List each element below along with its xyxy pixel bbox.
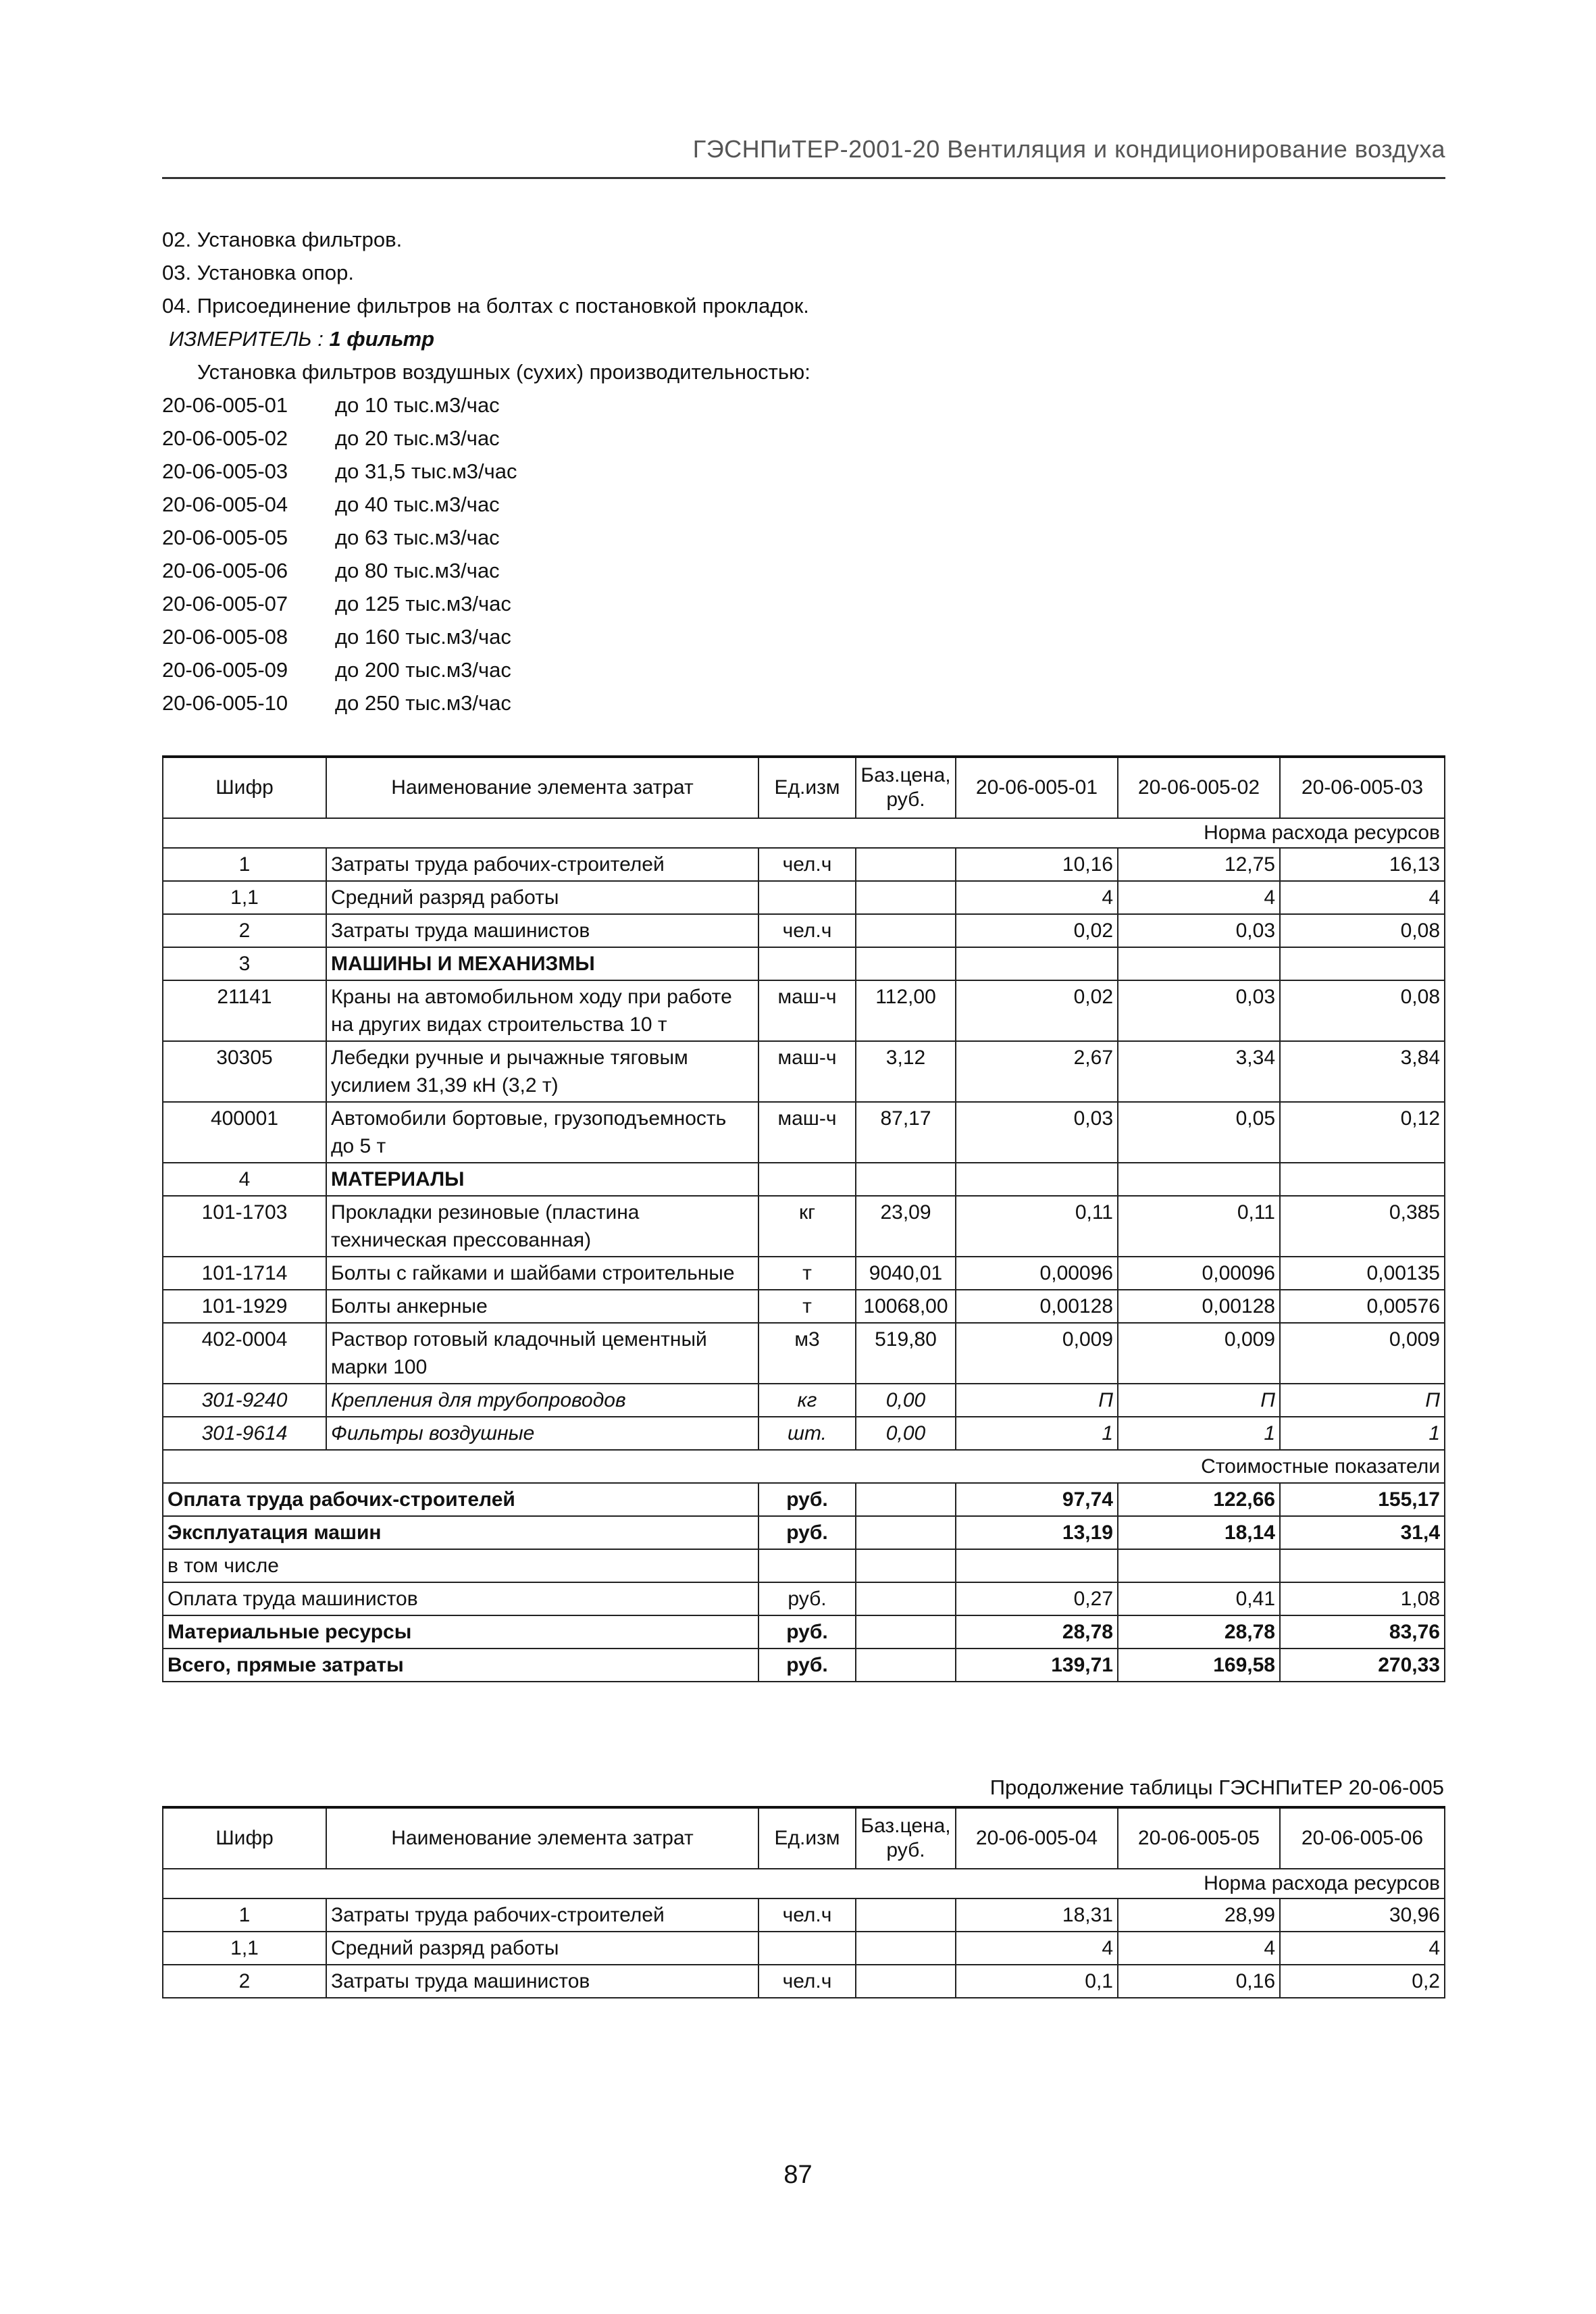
cell-name: Затраты труда машинистов	[326, 1965, 758, 1998]
norm-title: Установка фильтров воздушных (сухих) производительностью:	[197, 360, 810, 384]
cell-empty	[758, 1163, 856, 1196]
cost-unit: руб.	[758, 1582, 856, 1615]
cell-price	[856, 1932, 956, 1965]
cell-name: Прокладки резиновые (пластина техническая прессованная)	[326, 1196, 758, 1257]
cell-value-1: 0,02	[956, 914, 1118, 947]
cost-name: в том числе	[163, 1549, 758, 1582]
cell-value-3: 30,96	[1280, 1898, 1445, 1932]
cost-name: Материальные ресурсы	[163, 1615, 758, 1649]
variant-text: до 160 тыс.м3/час	[335, 625, 511, 649]
table-row	[163, 1323, 1445, 1384]
variant-text: до 250 тыс.м3/час	[335, 691, 511, 715]
col-header-unit: Ед.изм	[758, 1807, 856, 1869]
cell-code: 402-0004	[163, 1323, 326, 1384]
variant-text: до 10 тыс.м3/час	[335, 393, 500, 417]
cell-unit: кг	[758, 1196, 856, 1257]
cost-value-3: 1,08	[1280, 1582, 1445, 1615]
cost-value-2: 169,58	[1118, 1649, 1280, 1682]
cell-code: 101-1703	[163, 1196, 326, 1257]
cell-empty	[1280, 1163, 1445, 1196]
cell-value-3: 0,2	[1280, 1965, 1445, 1998]
cost-price	[856, 1516, 956, 1549]
variant-text: до 20 тыс.м3/час	[335, 426, 500, 450]
col-header-name: Наименование элемента затрат	[326, 1807, 758, 1869]
cell-value-1: 18,31	[956, 1898, 1118, 1932]
cell-value-2: 0,00128	[1118, 1290, 1280, 1323]
cell-name: Фильтры воздушные	[326, 1417, 758, 1450]
cell-value-3: 0,00576	[1280, 1290, 1445, 1323]
cell-value-2: П	[1118, 1384, 1280, 1417]
norm-table-1	[162, 755, 1445, 1682]
table-row	[163, 980, 1445, 1041]
variant-item	[162, 620, 1445, 653]
cell-value-3: 1	[1280, 1417, 1445, 1450]
cell-code: 4	[163, 1163, 326, 1196]
cell-value-3: 0,08	[1280, 980, 1445, 1041]
variant-list	[162, 388, 1445, 720]
cell-empty	[956, 947, 1118, 980]
cost-name: Эксплуатация машин	[163, 1516, 758, 1549]
cell-value-1: П	[956, 1384, 1118, 1417]
col-header-unit: Ед.изм	[758, 757, 856, 818]
cost-value-2: 18,14	[1118, 1516, 1280, 1549]
variant-code: 20-06-005-01	[162, 393, 288, 417]
cell-price	[856, 881, 956, 914]
cell-unit	[758, 881, 856, 914]
cell-code: 3	[163, 947, 326, 980]
cell-value-1: 10,16	[956, 848, 1118, 881]
cell-value-3: 4	[1280, 1932, 1445, 1965]
cost-value-1: 13,19	[956, 1516, 1118, 1549]
cell-value-3: П	[1280, 1384, 1445, 1417]
cost-value-2: 122,66	[1118, 1483, 1280, 1516]
cell-value-2: 0,03	[1118, 980, 1280, 1041]
cell-price: 519,80	[856, 1323, 956, 1384]
cell-name: Болты с гайками и шайбами строительные	[326, 1257, 758, 1290]
cost-value-1: 28,78	[956, 1615, 1118, 1649]
cost-unit: руб.	[758, 1483, 856, 1516]
cell-value-3: 0,00135	[1280, 1257, 1445, 1290]
cost-price	[856, 1615, 956, 1649]
cell-empty	[1280, 947, 1445, 980]
cell-name: Болты анкерные	[326, 1290, 758, 1323]
cell-unit	[758, 1932, 856, 1965]
cell-price	[856, 848, 956, 881]
variant-text: до 31,5 тыс.м3/час	[335, 459, 517, 483]
cell-code: 30305	[163, 1041, 326, 1102]
cell-value-2: 28,99	[1118, 1898, 1280, 1932]
section-title: МАТЕРИАЛЫ	[326, 1163, 758, 1196]
cell-value-1: 2,67	[956, 1041, 1118, 1102]
cell-code: 1	[163, 1898, 326, 1932]
variant-item	[162, 521, 1445, 554]
variant-text: до 200 тыс.м3/час	[335, 658, 511, 682]
cost-label-row	[163, 1450, 1445, 1483]
measure-value: 1 фильтр	[329, 327, 435, 351]
cell-value-1: 0,1	[956, 1965, 1118, 1998]
cost-value-2	[1118, 1549, 1280, 1582]
step-item: 04. Присоединение фильтров на болтах с постановкой прокладок.	[162, 294, 809, 318]
cost-row	[163, 1549, 1445, 1582]
cost-value-2: 28,78	[1118, 1615, 1280, 1649]
cost-label: Стоимостные показатели	[163, 1450, 1445, 1483]
cost-unit: руб.	[758, 1649, 856, 1682]
cost-price	[856, 1649, 956, 1682]
cell-unit: чел.ч	[758, 914, 856, 947]
cost-value-1: 139,71	[956, 1649, 1118, 1682]
cell-code: 2	[163, 1965, 326, 1998]
cell-code: 101-1929	[163, 1290, 326, 1323]
cell-code: 1,1	[163, 1932, 326, 1965]
cell-value-3: 4	[1280, 881, 1445, 914]
cell-value-2: 0,05	[1118, 1102, 1280, 1163]
variant-text: до 40 тыс.м3/час	[335, 493, 500, 516]
cell-unit: м3	[758, 1323, 856, 1384]
cell-value-1: 0,02	[956, 980, 1118, 1041]
cell-unit: чел.ч	[758, 848, 856, 881]
cost-value-1: 0,27	[956, 1582, 1118, 1615]
cell-name: Средний разряд работы	[326, 1932, 758, 1965]
cell-name: Автомобили бортовые, грузоподъемность до 5 т	[326, 1102, 758, 1163]
col-header-name: Наименование элемента затрат	[326, 757, 758, 818]
cell-code: 21141	[163, 980, 326, 1041]
variant-code: 20-06-005-03	[162, 459, 288, 483]
cell-price: 3,12	[856, 1041, 956, 1102]
cell-value-1: 4	[956, 1932, 1118, 1965]
col-header-variant-5: 20-06-005-05	[1118, 1807, 1280, 1869]
cost-row	[163, 1483, 1445, 1516]
step-item: 03. Установка опор.	[162, 261, 354, 284]
cost-value-2: 0,41	[1118, 1582, 1280, 1615]
cell-value-2: 1	[1118, 1417, 1280, 1450]
table-row	[163, 1102, 1445, 1163]
cost-row	[163, 1516, 1445, 1549]
measure-line	[162, 322, 1445, 355]
table-row	[163, 1041, 1445, 1102]
cell-value-1: 1	[956, 1417, 1118, 1450]
col-header-price: Баз.цена, руб.	[856, 757, 956, 818]
intro-block	[162, 223, 1445, 720]
cost-value-3: 31,4	[1280, 1516, 1445, 1549]
variant-text: до 80 тыс.м3/час	[335, 559, 500, 582]
cell-value-3: 0,08	[1280, 914, 1445, 947]
cell-value-1: 4	[956, 881, 1118, 914]
cell-value-1: 0,11	[956, 1196, 1118, 1257]
cost-unit: руб.	[758, 1615, 856, 1649]
variant-item	[162, 455, 1445, 488]
cell-empty	[856, 1163, 956, 1196]
cell-name: Затраты труда рабочих-строителей	[326, 1898, 758, 1932]
variant-item	[162, 686, 1445, 720]
header-rule	[162, 177, 1445, 179]
cell-name: Раствор готовый кладочный цементный марки 100	[326, 1323, 758, 1384]
variant-item	[162, 554, 1445, 587]
variant-item	[162, 488, 1445, 521]
cell-name: Краны на автомобильном ходу при работе на других видах строительства 10 т	[326, 980, 758, 1041]
cell-price	[856, 1898, 956, 1932]
cost-name: Оплата труда машинистов	[163, 1582, 758, 1615]
cell-value-2: 3,34	[1118, 1041, 1280, 1102]
cell-code: 301-9614	[163, 1417, 326, 1450]
cost-price	[856, 1483, 956, 1516]
cell-code: 400001	[163, 1102, 326, 1163]
col-header-code: Шифр	[163, 757, 326, 818]
cost-value-3: 155,17	[1280, 1483, 1445, 1516]
cost-unit	[758, 1549, 856, 1582]
cell-name: Крепления для трубопроводов	[326, 1384, 758, 1417]
cost-row	[163, 1615, 1445, 1649]
table-row	[163, 1932, 1445, 1965]
col-header-variant-4: 20-06-005-04	[956, 1807, 1118, 1869]
table-row	[163, 848, 1445, 881]
col-header-variant-3: 20-06-005-03	[1280, 757, 1445, 818]
cell-unit: чел.ч	[758, 1898, 856, 1932]
variant-code: 20-06-005-10	[162, 691, 288, 715]
cell-unit: шт.	[758, 1417, 856, 1450]
cell-empty	[856, 947, 956, 980]
running-header: ГЭСНПиТЕР-2001-20 Вентиляция и кондиционирование воздуха	[692, 135, 1445, 163]
variant-item	[162, 388, 1445, 422]
cell-code: 301-9240	[163, 1384, 326, 1417]
table-caption: Продолжение таблицы ГЭСНПиТЕР 20-06-005	[989, 1776, 1444, 1799]
cost-value-3: 270,33	[1280, 1649, 1445, 1682]
norm-label: Норма расхода ресурсов	[163, 1869, 1445, 1898]
variant-code: 20-06-005-06	[162, 559, 288, 582]
cell-price: 0,00	[856, 1384, 956, 1417]
variant-code: 20-06-005-09	[162, 658, 288, 682]
measure-prefix: ИЗМЕРИТЕЛЬ :	[169, 327, 324, 351]
cell-value-3: 0,12	[1280, 1102, 1445, 1163]
col-header-variant-6: 20-06-005-06	[1280, 1807, 1445, 1869]
step-item: 02. Установка фильтров.	[162, 228, 403, 251]
table-row	[163, 1257, 1445, 1290]
variant-code: 20-06-005-02	[162, 426, 288, 450]
col-header-variant-1: 20-06-005-01	[956, 757, 1118, 818]
variant-code: 20-06-005-07	[162, 592, 288, 615]
variant-code: 20-06-005-05	[162, 526, 288, 549]
cell-value-1: 0,00128	[956, 1290, 1118, 1323]
table-row	[163, 1965, 1445, 1998]
cost-value-1	[956, 1549, 1118, 1582]
table-row	[163, 1417, 1445, 1450]
cell-price: 9040,01	[856, 1257, 956, 1290]
cell-price: 87,17	[856, 1102, 956, 1163]
cost-row	[163, 1649, 1445, 1682]
cost-value-1: 97,74	[956, 1483, 1118, 1516]
cell-unit: чел.ч	[758, 1965, 856, 1998]
cell-name: Затраты труда машинистов	[326, 914, 758, 947]
cost-value-3: 83,76	[1280, 1615, 1445, 1649]
cost-row	[163, 1582, 1445, 1615]
cell-name: Затраты труда рабочих-строителей	[326, 848, 758, 881]
cell-name: Средний разряд работы	[326, 881, 758, 914]
cell-value-3: 16,13	[1280, 848, 1445, 881]
cell-empty	[956, 1163, 1118, 1196]
col-header-code: Шифр	[163, 1807, 326, 1869]
cost-name: Оплата труда рабочих-строителей	[163, 1483, 758, 1516]
cell-value-1: 0,009	[956, 1323, 1118, 1384]
cell-empty	[1118, 947, 1280, 980]
cell-value-2: 12,75	[1118, 848, 1280, 881]
cell-value-2: 0,00096	[1118, 1257, 1280, 1290]
cell-value-2: 0,16	[1118, 1965, 1280, 1998]
cell-code: 1,1	[163, 881, 326, 914]
cell-value-2: 0,009	[1118, 1323, 1280, 1384]
cell-value-2: 0,11	[1118, 1196, 1280, 1257]
table-row	[163, 1290, 1445, 1323]
cell-empty	[758, 947, 856, 980]
cell-value-1: 0,00096	[956, 1257, 1118, 1290]
cell-price: 112,00	[856, 980, 956, 1041]
variant-text: до 63 тыс.м3/час	[335, 526, 500, 549]
cell-unit: т	[758, 1257, 856, 1290]
cell-price	[856, 914, 956, 947]
cell-price: 23,09	[856, 1196, 956, 1257]
norm-table-2	[162, 1806, 1445, 1998]
cell-name: Лебедки ручные и рычажные тяговым усилием 31,39 кН (3,2 т)	[326, 1041, 758, 1102]
section-title: МАШИНЫ И МЕХАНИЗМЫ	[326, 947, 758, 980]
col-header-price: Баз.цена, руб.	[856, 1807, 956, 1869]
cost-price	[856, 1549, 956, 1582]
variant-item	[162, 653, 1445, 686]
table-row	[163, 1163, 1445, 1196]
table-row	[163, 914, 1445, 947]
page-number: 87	[783, 2161, 813, 2189]
table-row	[163, 1196, 1445, 1257]
cost-value-3	[1280, 1549, 1445, 1582]
cell-unit: т	[758, 1290, 856, 1323]
cost-name: Всего, прямые затраты	[163, 1649, 758, 1682]
variant-code: 20-06-005-08	[162, 625, 288, 649]
cost-unit: руб.	[758, 1516, 856, 1549]
variant-code: 20-06-005-04	[162, 493, 288, 516]
cell-unit: маш-ч	[758, 980, 856, 1041]
cell-unit: кг	[758, 1384, 856, 1417]
cost-price	[856, 1582, 956, 1615]
table-row	[163, 881, 1445, 914]
cell-price: 10068,00	[856, 1290, 956, 1323]
variant-item	[162, 422, 1445, 455]
cell-code: 1	[163, 848, 326, 881]
table-row	[163, 1898, 1445, 1932]
cell-value-3: 0,009	[1280, 1323, 1445, 1384]
cell-value-2: 4	[1118, 1932, 1280, 1965]
cell-value-3: 3,84	[1280, 1041, 1445, 1102]
variant-item	[162, 587, 1445, 620]
variant-text: до 125 тыс.м3/час	[335, 592, 511, 615]
cell-value-3: 0,385	[1280, 1196, 1445, 1257]
cell-empty	[1118, 1163, 1280, 1196]
cell-code: 2	[163, 914, 326, 947]
cell-value-2: 4	[1118, 881, 1280, 914]
cell-value-1: 0,03	[956, 1102, 1118, 1163]
col-header-variant-2: 20-06-005-02	[1118, 757, 1280, 818]
cell-code: 101-1714	[163, 1257, 326, 1290]
cell-value-2: 0,03	[1118, 914, 1280, 947]
norm-label: Норма расхода ресурсов	[163, 818, 1445, 848]
cell-price: 0,00	[856, 1417, 956, 1450]
table-row	[163, 947, 1445, 980]
table-row	[163, 1384, 1445, 1417]
cell-price	[856, 1965, 956, 1998]
cell-unit: маш-ч	[758, 1041, 856, 1102]
cell-unit: маш-ч	[758, 1102, 856, 1163]
